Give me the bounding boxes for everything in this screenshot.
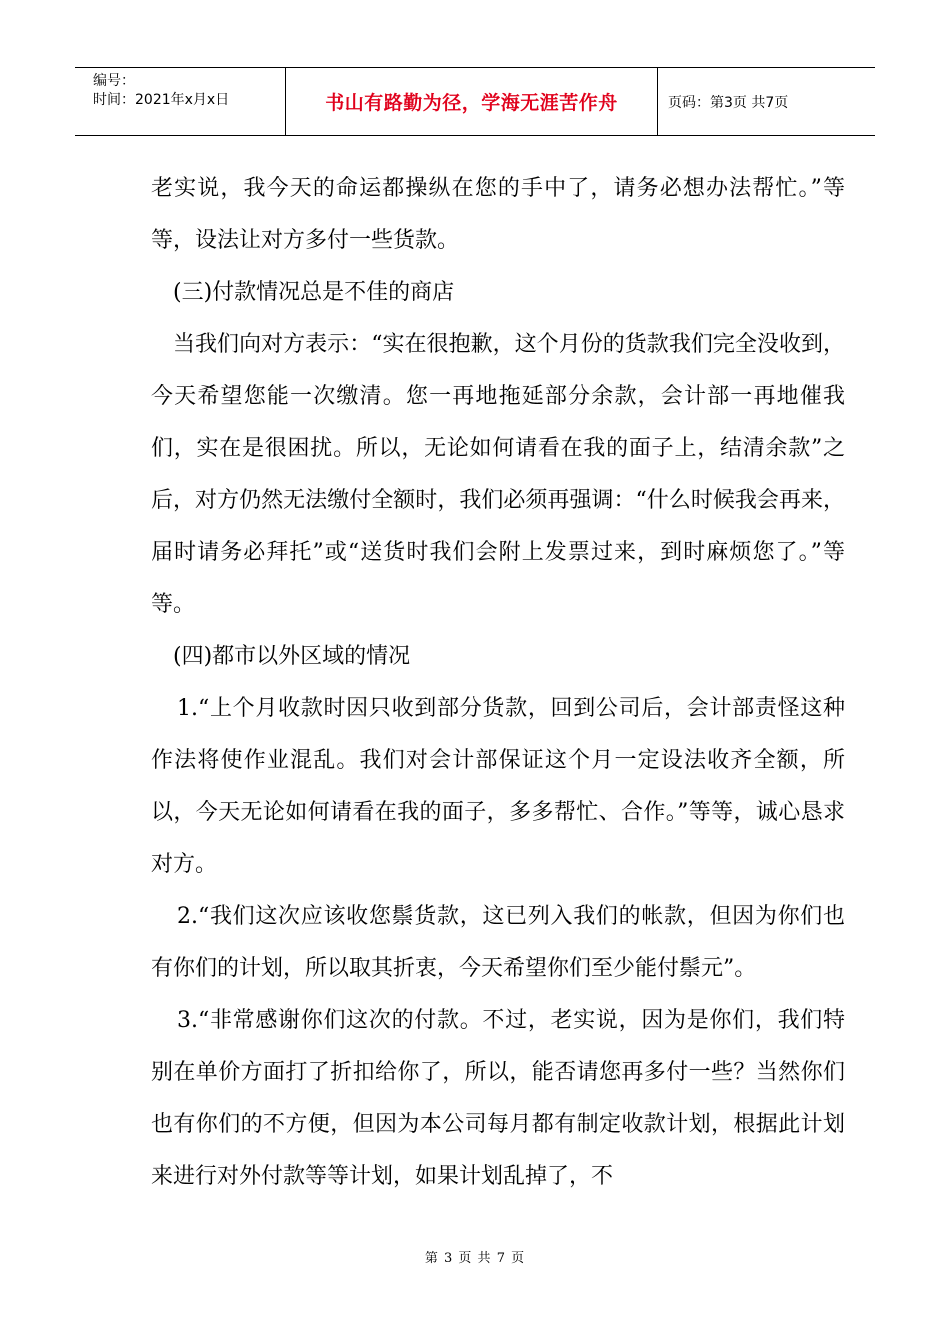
document-header [75,67,875,136]
header-info-cell [75,68,286,135]
header-page-code: 页码：第3页 共7页 [668,94,789,111]
document-body [151,163,845,1203]
page-footer: 第 3 页 共 7 页 [424,1251,526,1266]
document-number-label: 编号： [93,73,135,89]
document-time-label: 时间：2021年x月x日 [93,92,230,108]
numbered-paragraph: 2.“我们这次应该收您鬃货款，这已列入我们的帐款，但因为你们也有你们的计划，所以取其折衷，今天希望你们至少能付鬃元”。 [151,904,845,981]
paragraph: 老实说，我今天的命运都操纵在您的手中了，请务必想办法帮忙。”等等，设法让对方多付一些货款。 [151,176,845,253]
section-heading: (三)付款情况总是不佳的商店 [173,280,455,305]
header-motto: 书山有路勤为径，学海无涯苦作舟 [286,68,658,135]
numbered-paragraph: 1.“上个月收款时因只收到部分货款，回到公司后，会计部责怪这种作法将使作业混乱。我们对会计部保证这个月一定设法收齐全额，所以，今天无论如何请看在我的面子，多多帮忙、合作。”等等，诚心恳求对方。 [151,696,845,877]
numbered-paragraph: 3.“非常感谢你们这次的付款。不过，老实说，因为是你们，我们特别在单价方面打了折扣给你了，所以，能否请您再多付一些？当然你们也有你们的不方便，但因为本公司每月都有制定收款计划，根据此计划来进行对外付款等等计划，如果计划乱掉了，不 [151,1008,845,1189]
paragraph: 当我们向对方表示：“实在很抱歉，这个月份的货款我们完全没收到，今天希望您能一次缴清。您一再地拖延部分余款，会计部一再地催我们，实在是很困扰。所以，无论如何请看在我的面子上，结清余款”之后，对方仍然无法缴付全额时，我们必须再强调：“什么时候我会再来，届时请务必拜托”或“送货时我们会附上发票过来，到时麻烦您了。”等等。 [151,332,845,617]
section-heading: (四)都市以外区域的情况 [173,644,411,669]
